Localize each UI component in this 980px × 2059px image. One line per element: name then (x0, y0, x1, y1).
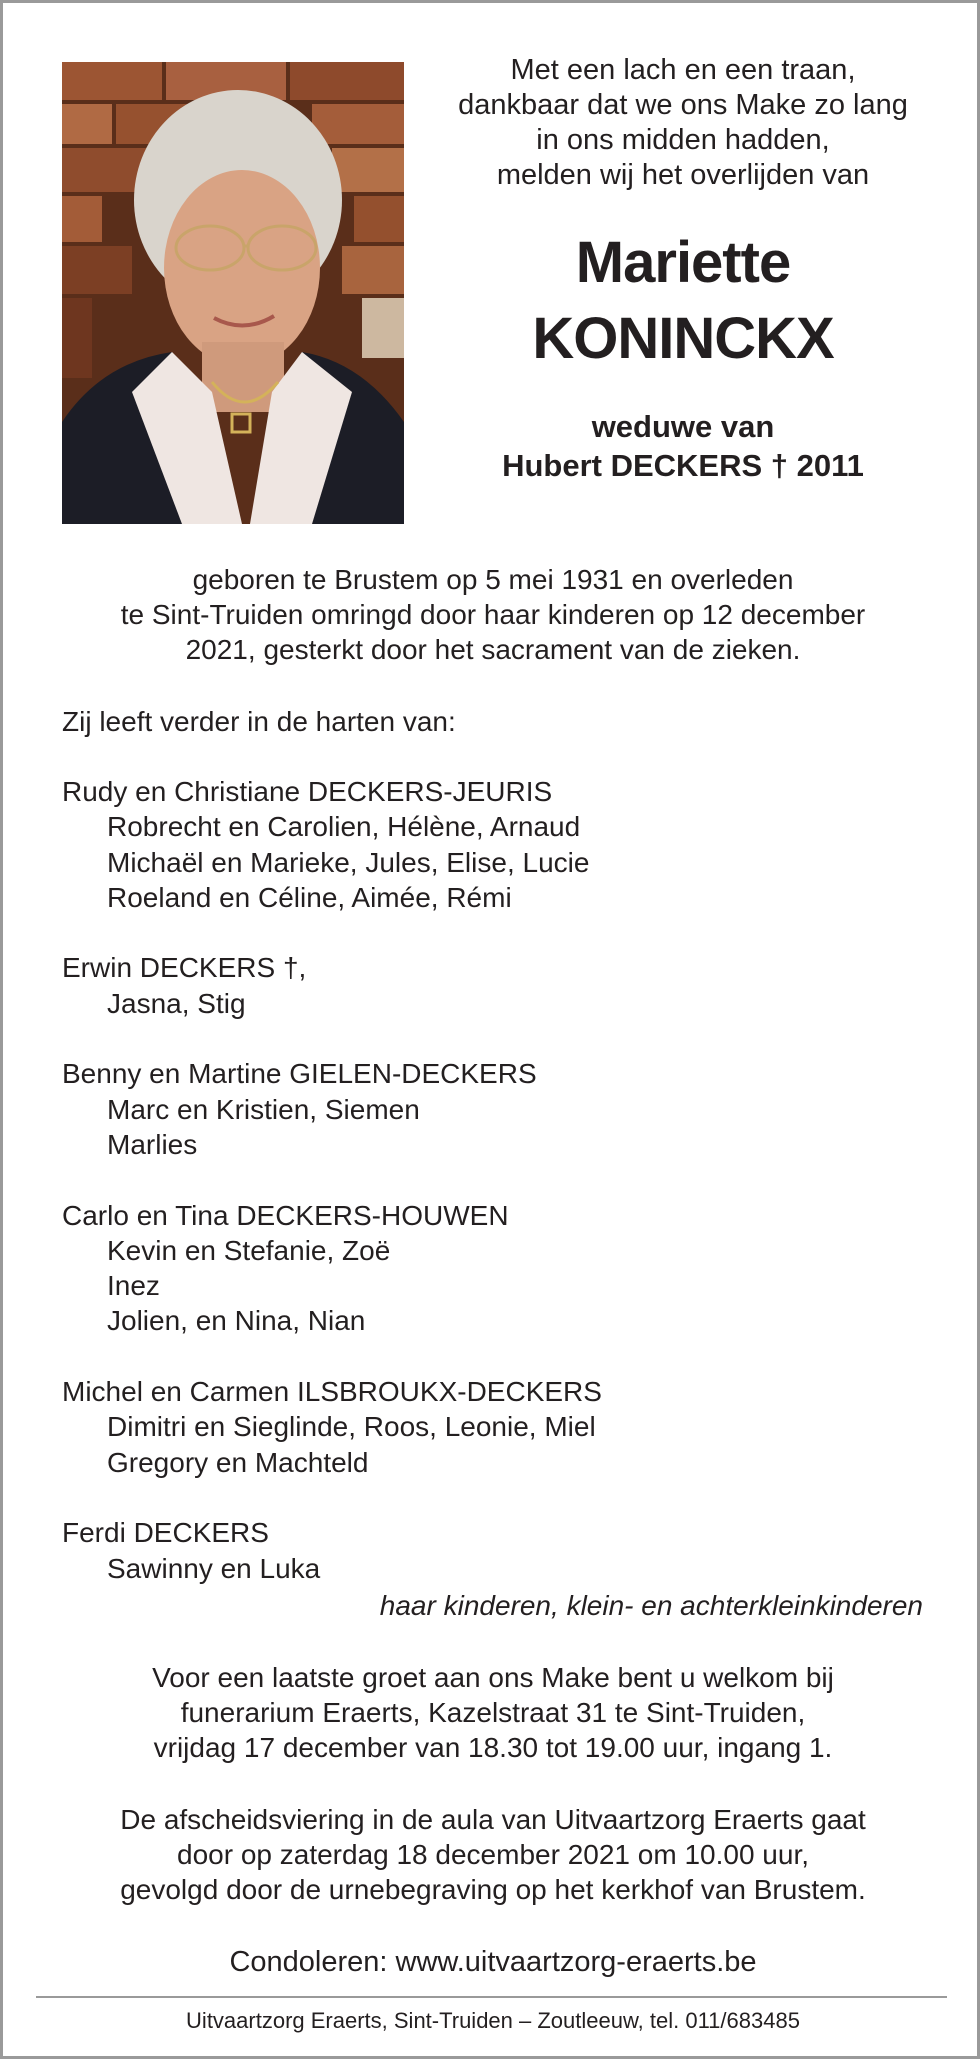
intro-line: dankbaar dat we ons Make zo lang (458, 89, 908, 121)
visitation-text (43, 1660, 943, 1765)
family-head: Erwin DECKERS †, (62, 952, 307, 984)
family-member-line: Jasna, Stig (107, 987, 246, 1019)
family-head: Rudy en Christiane DECKERS-JEURIS (62, 776, 553, 807)
family-member-line: Robrecht en Carolien, Hélène, Arnaud (107, 811, 581, 843)
family-group (62, 774, 942, 915)
visit-line: vrijdag 17 december van 18.30 tot 19.00 uur, ingang 1. (153, 1732, 833, 1763)
service-line: gevolgd door de urnebegraving op het kerkhof van Brustem. (120, 1874, 866, 1905)
intro-line: in ons midden hadden, (536, 124, 830, 156)
birth-line: 2021, gesterkt door het sacrament van de zieken. (185, 634, 801, 665)
family-member-line: Dimitri en Sieglinde, Roos, Leonie, Miel (107, 1411, 596, 1443)
visit-line: funerarium Eraerts, Kazelstraat 31 te Sint-Truiden, (180, 1697, 806, 1728)
family-group (62, 1515, 942, 1586)
service-line: De afscheidsviering in de aula van Uitvaartzorg Eraerts gaat (120, 1804, 866, 1835)
family-head: Benny en Martine GIELEN-DECKERS (62, 1058, 537, 1090)
portrait-photo (62, 62, 404, 524)
family-member-line: Kevin en Stefanie, Zoë (107, 1234, 391, 1266)
family-member-line: Gregory en Machteld (107, 1446, 369, 1478)
family-member-line: Sawinny en Luka (107, 1552, 321, 1584)
birth-line: te Sint-Truiden omringd door haar kinderen op 12 december (120, 599, 866, 630)
widow-of (423, 407, 943, 485)
heart-line: Zij leeft verder in de harten van: (62, 706, 456, 737)
service-text (43, 1802, 943, 1907)
intro-line: melden wij het overlijden van (496, 159, 870, 191)
condolence-link[interactable]: Condoleren: www.uitvaartzorg-eraerts.be (229, 1946, 757, 1978)
family-member-line: Michaël en Marieke, Jules, Elise, Lucie (107, 846, 590, 878)
family-head: Carlo en Tina DECKERS-HOUWEN (62, 1199, 509, 1231)
widow-label: weduwe van (591, 409, 775, 444)
family-member-line: Roeland en Céline, Aimée, Rémi (107, 881, 512, 913)
family-list (62, 774, 942, 1586)
first-name: Mariette (575, 230, 791, 295)
deceased-name (423, 225, 943, 377)
closing-line: haar kinderen, klein- en achterkleinkinderen (379, 1590, 923, 1621)
family-member-line: Marlies (107, 1128, 198, 1160)
family-head: Michel en Carmen ILSBROUKX-DECKERS (62, 1376, 602, 1408)
service-line: door op zaterdag 18 december 2021 om 10.00 uur, (177, 1839, 809, 1870)
family-group (62, 1198, 942, 1339)
family-group (62, 1056, 942, 1162)
spouse-name: Hubert DECKERS † 2011 (502, 448, 864, 483)
visit-line: Voor een laatste groet aan ons Make bent u welkom bij (152, 1662, 834, 1693)
family-member-line: Jolien, en Nina, Nian (107, 1305, 366, 1337)
family-member-line: Inez (107, 1270, 160, 1302)
family-head: Ferdi DECKERS (62, 1517, 269, 1549)
birth-death-text (43, 562, 943, 667)
family-group (62, 1374, 942, 1480)
footer-divider (36, 1996, 947, 1998)
family-group (62, 950, 942, 1021)
footer-text: Uitvaartzorg Eraerts, Sint-Truiden – Zoutleeuw, tel. 011/683485 (186, 2008, 800, 2033)
birth-line: geboren te Brustem op 5 mei 1931 en overleden (192, 564, 794, 595)
last-name: KONINCKX (532, 306, 834, 371)
intro-line: Met een lach en een traan, (510, 54, 856, 86)
intro-text (423, 53, 943, 193)
family-member-line: Marc en Kristien, Siemen (107, 1093, 420, 1125)
